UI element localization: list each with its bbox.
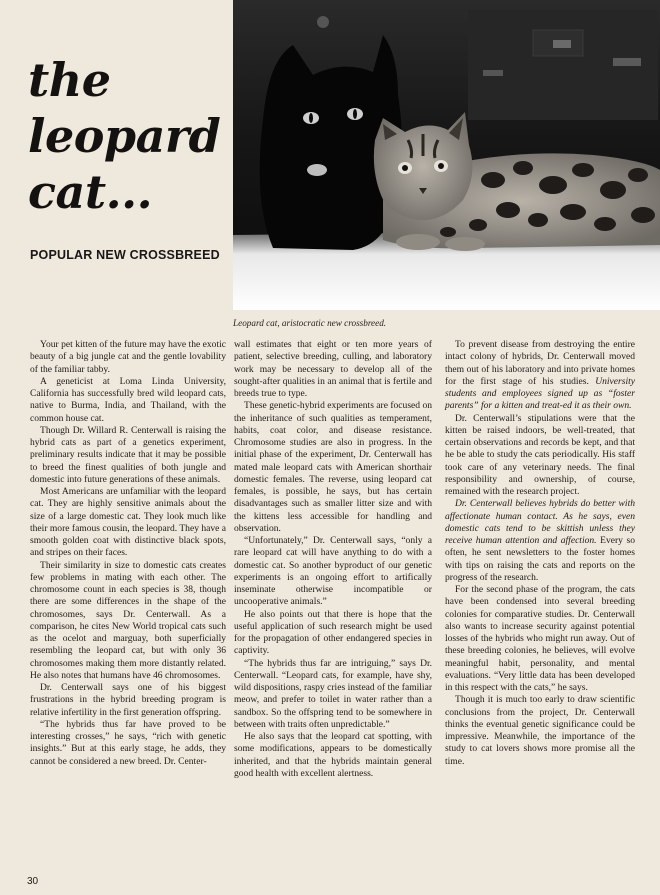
paragraph: These genetic-hybrid experiments are focused on the inheritance of such qualities as temperament, habits, coat color, and disease resistance. Chromosome studies are also in progress. In the initial phase of the experiment, Dr. Centerwall has mated male leopard cats with American shorthair domestic females. The reverse, using leopard cat females, is possible, he says, but has certain disadvantages such as smaller litter size and with the kittens less accessible for handling and observation. — [234, 400, 432, 534]
leopard-cat-photo — [233, 0, 660, 310]
text-column-3 — [445, 339, 635, 768]
paragraph-italic: University students and employees signed up as “foster parents” for a kitten and treat-ed it as their own. — [445, 375, 635, 412]
paragraph: He also points out that there is hope that the useful application of such research might be used for the propagation of other endangered species in captivity. — [234, 608, 432, 657]
paragraph: “The hybrids thus far have proved to be interesting crosses,” he says, “rich with genetic insights.” But at this early stage, he adds, they cannot be considered a new breed. Dr. Center- — [30, 718, 226, 767]
title-line: cat... — [28, 165, 153, 219]
paragraph-italic: Dr. Centerwall believes hybrids do better with affectionate human contact. As he says, even domestic cats tend to be skittish unless they receive human attention and affection. — [445, 498, 635, 546]
paragraph: “The hybrids thus far are intriguing,” says Dr. Centerwall. “Leopard cats, for example, have shy, wild dispositions, raspy cries instead of the familiar meow, and prefer to toilet in water rather than a sandbox. So the offspring tend to be somewhere in between with traits often unpredictable.” — [234, 657, 432, 730]
paragraph: Their similarity in size to domestic cats creates few problems in mating with each other. The chromosome count in each species is 38, though there are some differences in the shape of the chromosomes, says Dr. Centerwall. As a comparison, he cites New World tropical cats such as the ocelot and marguay, both superficially resembling the leopard cat, but with only 36 chromosomes making them more distantly related. He also notes that humans have 46 chromosomes. — [30, 559, 226, 681]
article-subtitle: POPULAR NEW CROSSBREED — [30, 248, 220, 262]
article-title — [28, 52, 228, 220]
title-line: the — [28, 53, 111, 107]
paragraph: Dr. Centerwall says one of his biggest frustrations in the hybrid breeding program is relative infertility in the first generation offspring. — [30, 682, 226, 718]
paragraph — [445, 339, 635, 413]
paragraph — [445, 498, 635, 584]
paragraph: Your pet kitten of the future may have the exotic beauty of a big jungle cat and the gentle lovability of the familiar tabby. — [30, 339, 226, 375]
paragraph: Most Americans are unfamiliar with the leopard cat. They are highly sensitive animals about the size of a large domestic cat. They look much like their more famous cousin, the leopard. They have a smooth golden coat with distinctive black spots, and stripes on their faces. — [30, 486, 227, 559]
paragraph: Dr. Centerwall’s stipulations were that the kitten be raised indoors, be well-treated, that certain observations and records be kept, and that he be able to study the cats periodically. His staff took care of any veterinary needs. The final responsibility and ownership, of course, remained with the research project. — [445, 412, 635, 497]
paragraph: “Unfortunately,” Dr. Centerwall says, “only a rare leopard cat will have anything to do with a domestic cat. So another byproduct of our genetic experiments is an ongoing effort to artifically inseminate otherwise incompatible or uncooperative animals.” — [234, 535, 432, 608]
paragraph: He also says that the leopard cat spotting, with some modifications, appears to be domestically inherited, and that the hybrids maintain general good health with excellent alertness. — [234, 731, 432, 779]
paragraph-text: Every so often, he sent newsletters to the foster homes with tips on raising the cats and reports on the progress of the research. — [445, 535, 636, 583]
page-number: 30 — [27, 876, 39, 887]
text-column-1 — [30, 339, 226, 768]
paragraph: Though it is much too early to draw scientific conclusions from the project, Dr. Centerwall thinks the eventual genetic significance could be impressive. Meanwhile, the importance of the study to cat lovers shows more promise all the time. — [445, 694, 635, 767]
photo-caption: Leopard cat, aristocratic new crossbreed. — [233, 318, 387, 328]
title-line: leopard — [28, 109, 221, 163]
paragraph-text: To prevent disease from destroying the entire intact colony of hybrids, Dr. Centerwall moved them out of his laboratory and into private homes for the first stage of his studies. — [445, 339, 635, 387]
paragraph: wall estimates that eight or ten more years of patient, selective breeding, culling, and laboratory work may be necessary to develop all of the sought-after qualities in an animal that is fertile and breeds true to type. — [234, 339, 432, 399]
paragraph: For the second phase of the program, the cats have been condensed into several breeding colonies for comparative studies. Dr. Centerwall also wants to increase security against potential losses of the hybrids who might run away. Out of these breeding colonies, he believes, will evolve meaningful habit, personality, and mental evaluations. “Very little data has been developed in this respect with the cats,” he says. — [445, 584, 635, 693]
paragraph: Though Dr. Willard R. Centerwall is raising the hybrid cats as part of a genetics experiment, preliminary results indicate that it may be possible to breed the finest qualities of both jungle and domestic into future generations of these animals. — [30, 424, 226, 485]
paragraph: A geneticist at Loma Linda University, California has successfully bred wild leopard cats, native to Burma, India, and Thailand, with the common house cat. — [30, 375, 226, 424]
text-column-2 — [234, 339, 432, 780]
